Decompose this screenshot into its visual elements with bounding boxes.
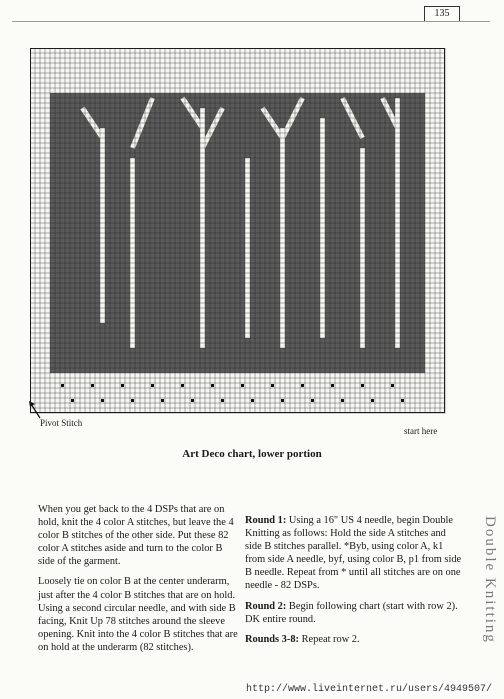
chart-caption: Art Deco chart, lower portion xyxy=(182,448,322,460)
paragraph-dsps: When you get back to the 4 DSPs that are on hold, knit the 4 color A stitches, but leave the 4 color B stitches of the other side. Put these 82 color A stitches aside and turn to the color B side of the garment. xyxy=(38,504,234,568)
left-column-text xyxy=(38,503,238,661)
pivot-stitch-label: Pivot Stitch xyxy=(40,418,83,428)
round-1 xyxy=(245,514,463,593)
round-2-text: Begin following chart (start with row 2). DK entire round. xyxy=(245,600,458,625)
round-1-text: Using a 16" US 4 needle, begin Double Knitting as follows: Hold the side A stitches and side B stitches parallel. *Byb, using color A, k1 from side A needle, byf, using color B, p1 from side B needle. Repeat from * until all stitches are on one needle - 82 DSPs. xyxy=(245,515,462,592)
header-rule xyxy=(12,21,490,22)
round-2 xyxy=(245,600,463,626)
pivot-arrow-icon xyxy=(28,400,42,420)
paragraph-color-b: Loosely tie on color B at the center underarm, just after the 4 color B stitches that are on hold. Using a second circular needle, and with side B facing, Knit Up 78 stitches around the sleeve opening. Knit into the 4 color B stitches that are on hold at the underarm (82 stitches). xyxy=(38,576,238,653)
round-1-label: Round 1: xyxy=(245,515,287,526)
rounds-3-8 xyxy=(245,633,463,646)
art-deco-chart xyxy=(30,48,448,414)
start-here-label: start here xyxy=(404,426,438,436)
side-title: Double Knitting xyxy=(482,516,498,644)
knitting-chart-grid xyxy=(30,48,448,414)
rounds-3-8-text: Repeat row 2. xyxy=(301,633,360,645)
watermark-url: http://www.liveinternet.ru/users/4949507/ xyxy=(246,684,493,695)
page-number: 135 xyxy=(424,6,460,22)
right-column-text xyxy=(245,514,463,653)
round-2-label: Round 2: xyxy=(245,600,287,612)
rounds-3-8-label: Rounds 3-8: xyxy=(245,633,299,645)
